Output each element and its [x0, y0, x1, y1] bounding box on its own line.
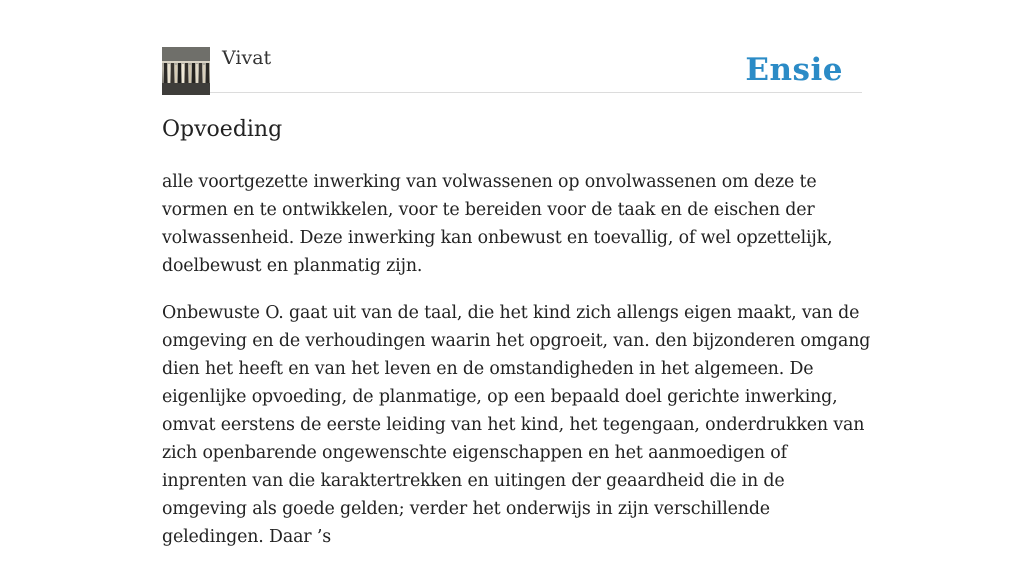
brand-logo[interactable]: Ensie	[745, 52, 843, 88]
bookshelf-avatar-icon	[162, 47, 210, 95]
paragraph: Onbewuste O. gaat uit van de taal, die het kind zich allengs eigen maakt, van de omgeving en de verhoudingen waarin het opgroeit, van. den bijzonderen omgang dien het heeft en van het leven en de omstandigheden in het algemeen. De eigenlijke opvoeding, de planmatige, op een bepaald doel gerichte inwerking, omvat eerstens de eerste leiding van het kind, het tegengaan, onderdrukken van zich openbarende ongewenschte eigenschappen en het aanmoedigen of inprenten van die karaktertrekken en uitingen der geaardheid die in de omgeving als goede gelden; verder het onderwijs in zijn verschillende geledingen. Daar ’s	[162, 303, 871, 547]
header	[162, 46, 862, 93]
article-body	[162, 168, 874, 570]
page-title: Opvoeding	[162, 117, 283, 142]
author-name[interactable]: Vivat	[222, 47, 272, 69]
avatar[interactable]	[162, 47, 210, 95]
paragraph: alle voortgezette inwerking van volwassenen op onvolwassenen om deze te vormen en te ontwikkelen, voor te bereiden voor de taak en de eischen der volwassenheid. Deze inwerking kan onbewust en toevallig, of wel opzettelijk, doelbewust en planmatig zijn.	[162, 172, 833, 276]
